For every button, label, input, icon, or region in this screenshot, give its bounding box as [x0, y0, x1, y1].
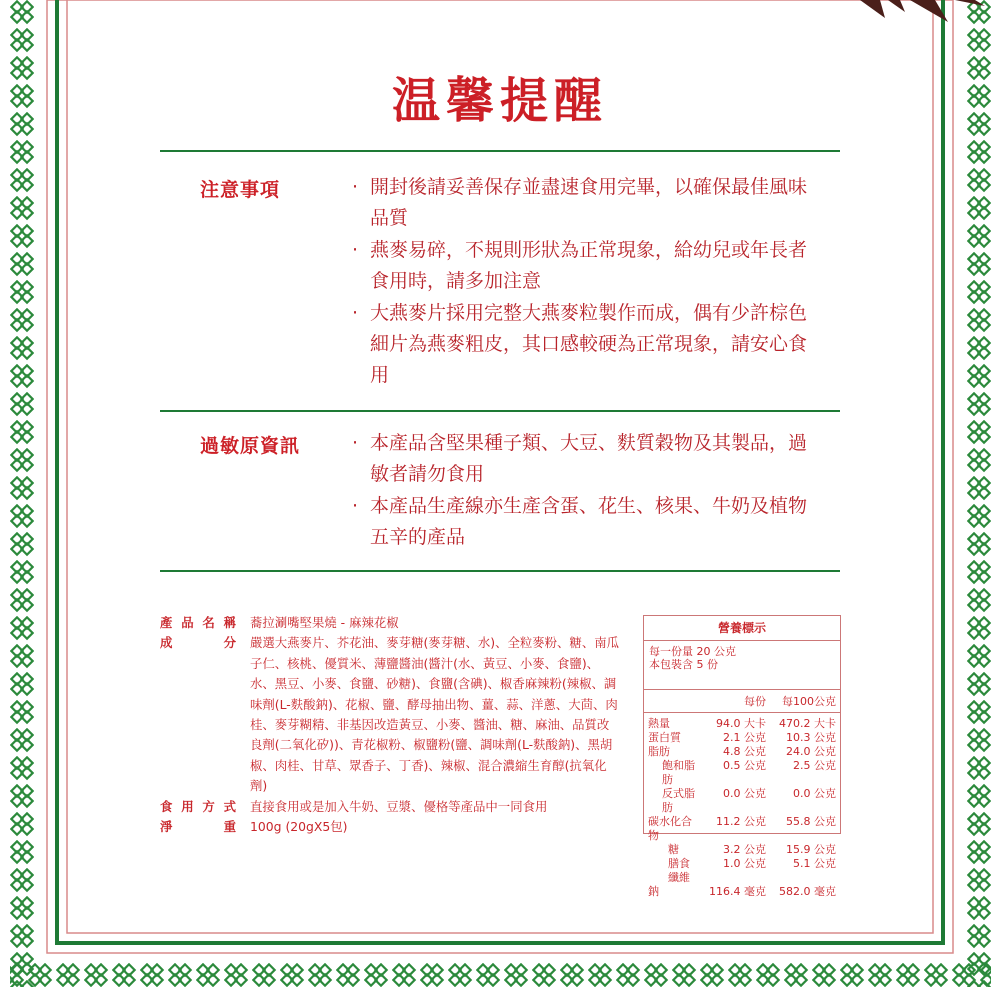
- ingredients-label: 成 分: [160, 635, 236, 651]
- nutrition-cell: 94.0 大卡: [716, 717, 766, 730]
- nutrition-cell: 熱量: [648, 717, 670, 730]
- nutrition-row: [644, 787, 840, 815]
- divider: [160, 150, 840, 152]
- weight-label: 淨 重: [160, 819, 236, 835]
- nutrition-cell: 膳食纖維: [668, 857, 690, 884]
- net-weight: 100g (20gX5包): [250, 819, 348, 835]
- nutrition-cell: 10.3 公克: [786, 731, 836, 744]
- list-item: · 開封後請妥善保存並盡速食用完畢，以確保最佳風味品質: [352, 176, 808, 229]
- nutrition-cell: 3.2 公克: [723, 843, 766, 856]
- nutrition-cell: 4.8 公克: [723, 745, 766, 758]
- col-per-serving: 每份: [744, 695, 766, 708]
- list-item: · 燕麥易碎，不規則形狀為正常現象，給幼兒或年長者食用時，請多加注意: [352, 239, 808, 292]
- nutrition-cell: 0.0 公克: [793, 787, 836, 800]
- nutrition-row: [644, 745, 840, 759]
- nutrition-cell: 55.8 公克: [786, 815, 836, 828]
- nutrition-row: [644, 815, 840, 843]
- usage-label: 食 用 方 式: [160, 798, 236, 814]
- nutrition-cell: 鈉: [648, 885, 659, 898]
- nutrition-cell: 脂肪: [648, 745, 670, 758]
- nutrition-cell: 0.5 公克: [723, 759, 766, 772]
- nutrition-cell: 470.2 大卡: [779, 717, 836, 730]
- list-item: · 本產品生產線亦生產含蛋、花生、核果、牛奶及植物五辛的產品: [352, 495, 808, 548]
- leaf-decoration: [860, 0, 985, 22]
- nutrition-cell: 15.9 公克: [786, 843, 836, 856]
- ingredients: 嚴選大燕麥片、芥花油、麥芽糖(麥芽糖、水)、全粒麥粉、糖、南瓜子仁、核桃、優質米、薄鹽醬油(醬汁(水、黃豆、小麥、食鹽)、水、黑豆、小麥、食鹽、砂糖)、食鹽(含碘)、椒香麻辣粉(辣椒、調味劑(L-麩酸鈉)、花椒、鹽、酵母抽出物、薑、蒜、洋蔥、大茴、肉桂、麥芽糊精、非基因改造黃豆、小麥、醬油、糖、麻油、品質改良劑(二氧化矽))、青花椒粉、椒鹽粉(鹽、調味劑(L-麩酸鈉)、黑胡椒、肉桂、甘草、眾香子、丁香)、辣椒、混合濃縮生育醇(抗氧化劑): [250, 635, 619, 794]
- nutrition-table: [643, 615, 841, 898]
- nutrition-row: [644, 731, 840, 745]
- nutrition-cell: 5.1 公克: [793, 857, 836, 870]
- nutrition-cell: 糖: [668, 843, 679, 856]
- list-item: · 大燕麥片採用完整大燕麥粒製作而成，偶有少許棕色細片為燕麥粗皮，其口感較硬為正常現象，請安心食用: [352, 302, 808, 386]
- nutrition-cell: 2.1 公克: [723, 731, 766, 744]
- nutrition-cell: 582.0 毫克: [779, 885, 836, 898]
- section-label-allergen: 過敏原資訊: [200, 435, 301, 457]
- usage: 直接食用或是加入牛奶、豆漿、優格等產品中一同食用: [250, 798, 548, 814]
- nutrition-row: [644, 759, 840, 787]
- nutrition-cell: 116.4 毫克: [709, 885, 766, 898]
- divider: [160, 570, 840, 572]
- nutrition-cell: 11.2 公克: [716, 815, 766, 828]
- nutrition-row: [644, 857, 840, 885]
- section-label-notes: 注意事項: [200, 179, 281, 201]
- nutrition-row: [644, 843, 840, 857]
- product-name: 蕎拉涮嘴堅果燒 - 麻辣花椒: [250, 615, 399, 630]
- nutrition-cell: 碳水化合物: [648, 815, 692, 842]
- nutrition-cell: 0.0 公克: [723, 787, 766, 800]
- list-item: · 本產品含堅果種子類、大豆、麩質穀物及其製品，過敏者請勿食用: [352, 432, 808, 485]
- product-name-label: 產 品 名 稱: [160, 615, 236, 630]
- page-title: 温馨提醒: [391, 73, 608, 129]
- nutrition-row: [644, 885, 840, 899]
- nutrition-cell: 蛋白質: [648, 731, 681, 744]
- col-per-100g: 每100公克: [782, 695, 836, 708]
- nutrition-cell: 反式脂肪: [662, 787, 695, 814]
- nutrition-row: [644, 717, 840, 731]
- nutrition-cell: 飽和脂肪: [662, 759, 695, 786]
- nutrition-title: 營養標示: [644, 616, 840, 641]
- nutrition-cell: 2.5 公克: [793, 759, 836, 772]
- nutrition-cell: 24.0 公克: [786, 745, 836, 758]
- servings-per-pack: 本包裝含 5 份: [649, 658, 718, 671]
- divider: [160, 410, 840, 412]
- product-info: [160, 613, 620, 837]
- nutrition-cell: 1.0 公克: [723, 857, 766, 870]
- serving-size: 每一份量 20 公克: [649, 645, 736, 658]
